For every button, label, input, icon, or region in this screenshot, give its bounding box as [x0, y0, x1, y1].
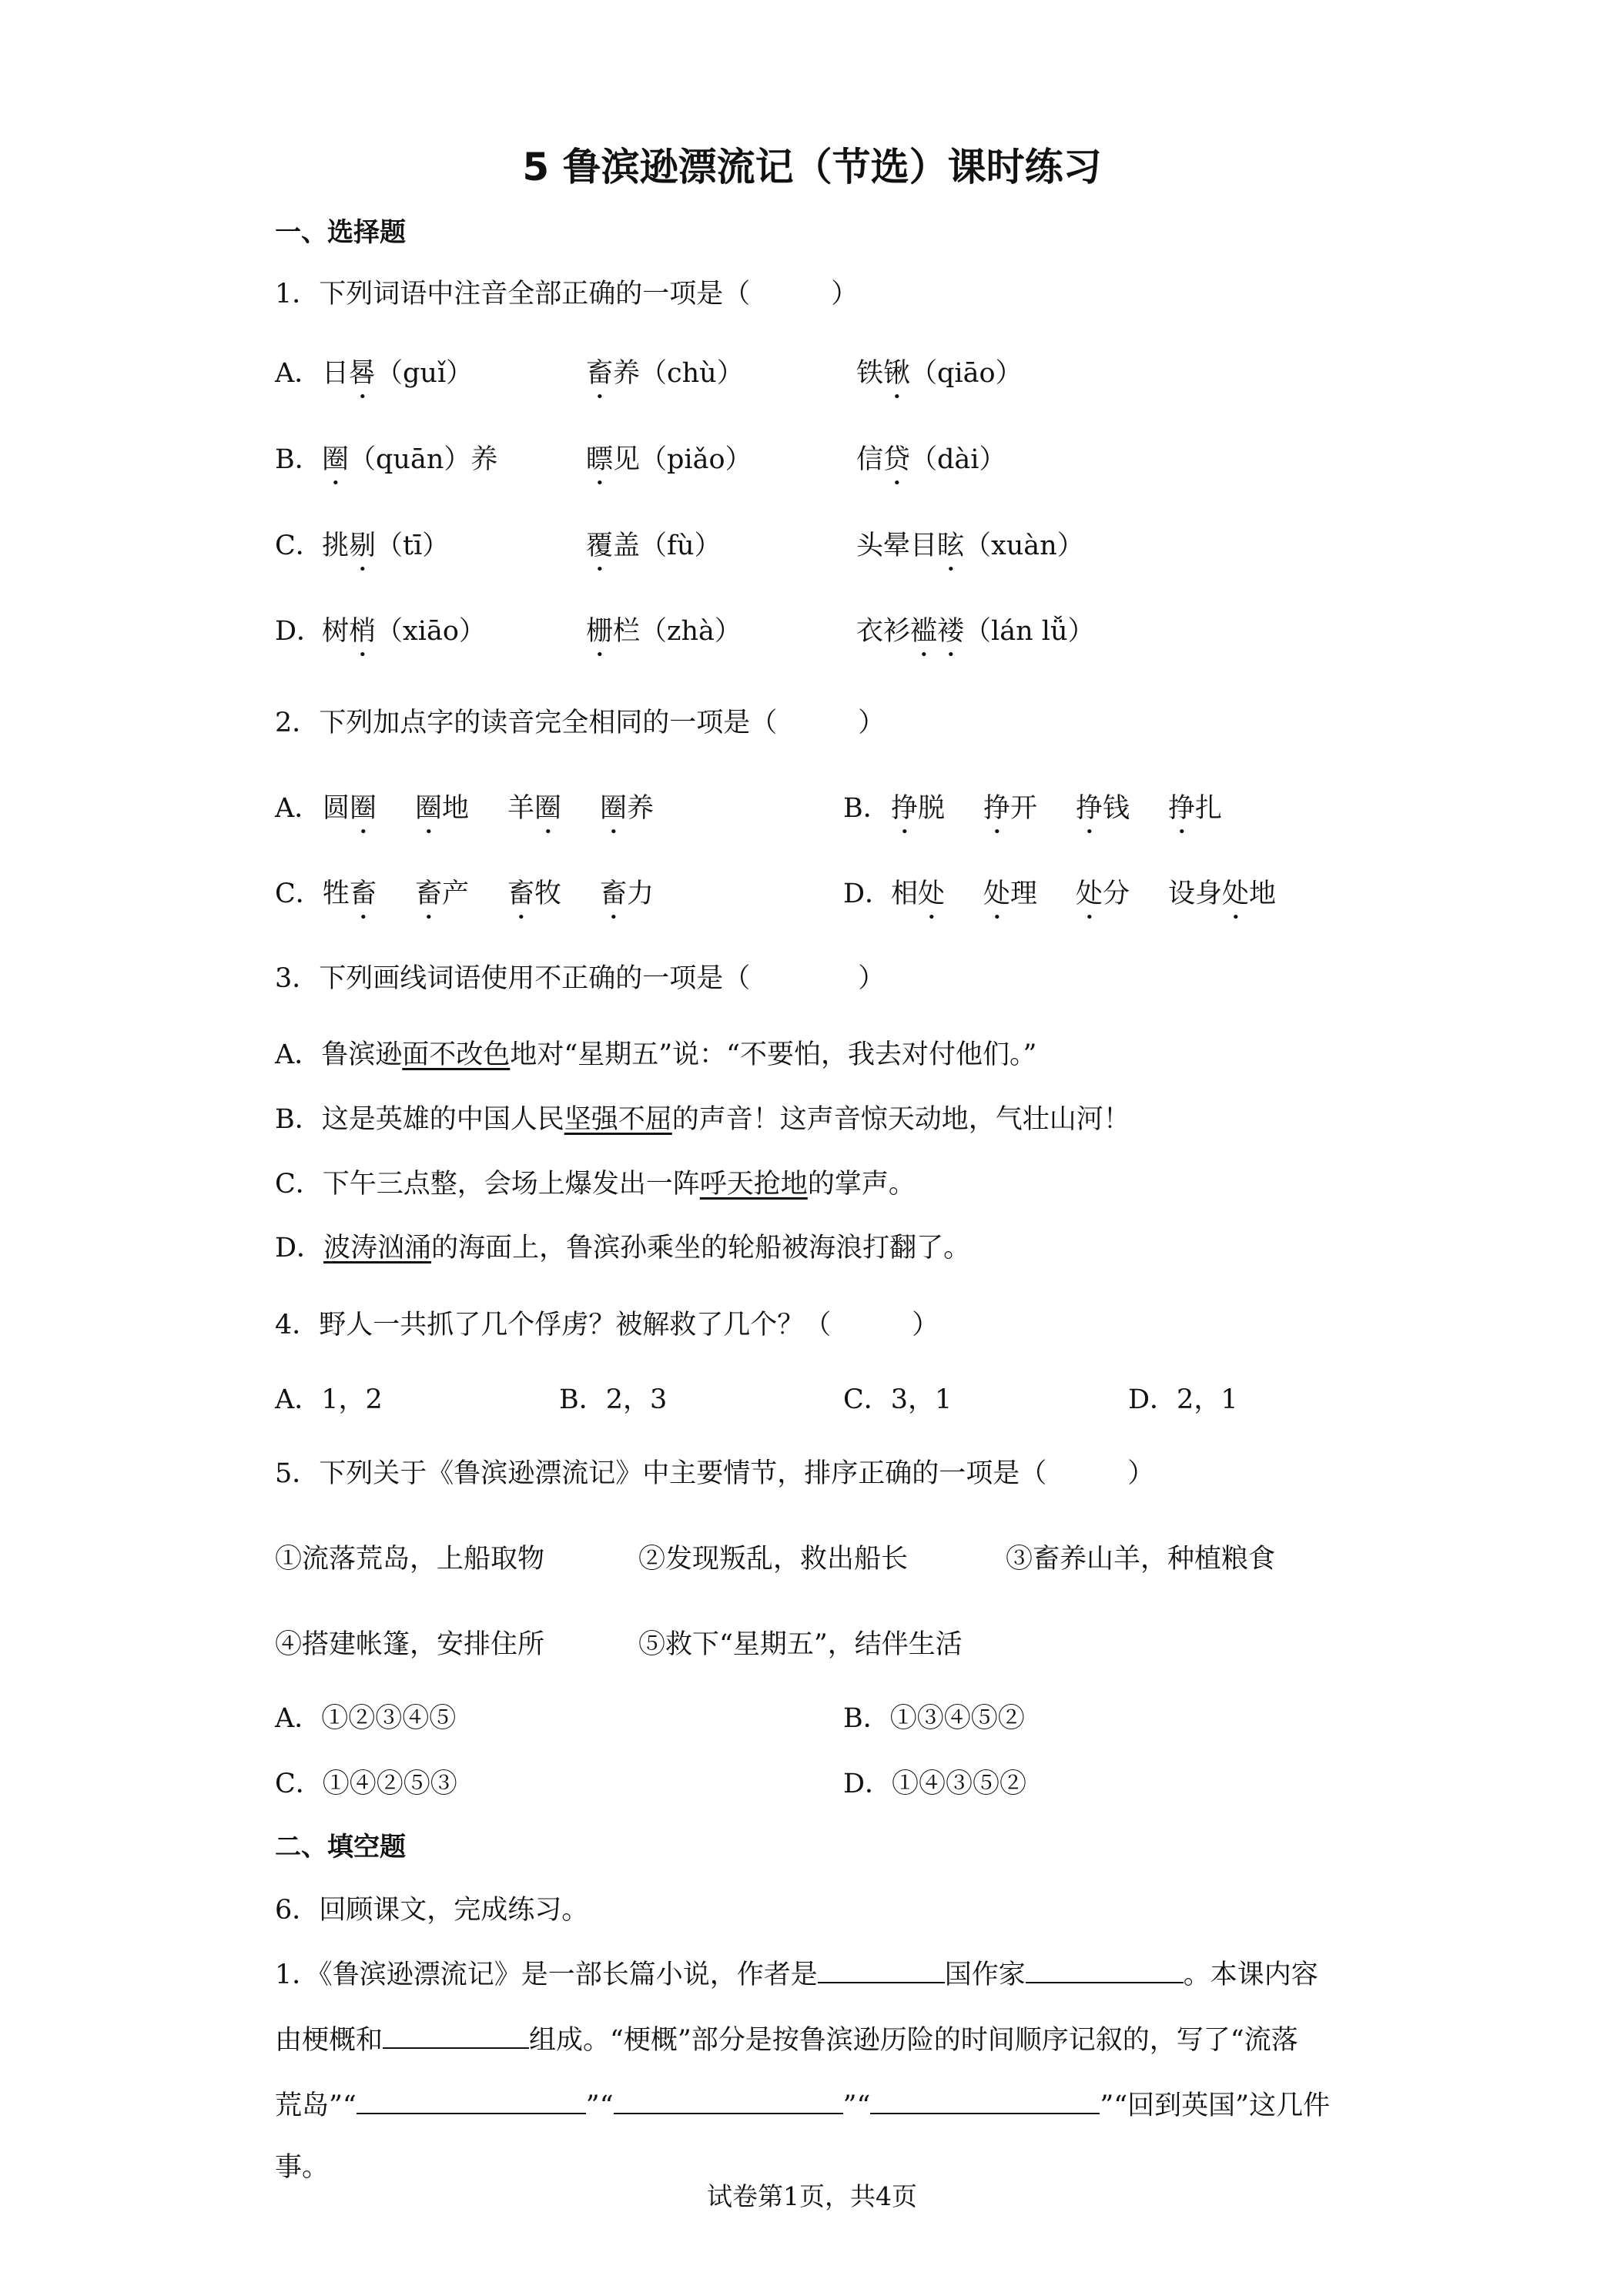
- dotted-character: 梢: [349, 616, 377, 647]
- blank-event-1[interactable]: [357, 2090, 586, 2114]
- question-4-option-d: D．2，1: [1128, 1384, 1238, 1415]
- dotted-character: 覆: [586, 530, 614, 561]
- word-text: （guǐ）: [376, 358, 474, 389]
- question-1-option-word: [586, 354, 744, 405]
- word-text: （xiāo）: [376, 616, 486, 647]
- fill-text: 由梗概和: [275, 2025, 383, 2056]
- dotted-character: 畜: [507, 879, 535, 909]
- sentence-text: 下午三点整，会场上爆发出一阵: [322, 1169, 700, 1200]
- event-4: ④搭建帐篷，安排住所: [275, 1629, 545, 1660]
- word-text: 设身: [1168, 879, 1223, 909]
- question-4-option-b: B．2，3: [559, 1384, 668, 1415]
- question-4-option-c: C．3，1: [843, 1384, 953, 1415]
- blank-event-3[interactable]: [870, 2090, 1100, 2114]
- sentence-text: 这是英雄的中国人民: [321, 1104, 564, 1135]
- question-5-option-c: C．①④②⑤③: [275, 1769, 457, 1799]
- event-3: ③畜养山羊，种植粮食: [1006, 1544, 1276, 1575]
- blank-author[interactable]: [1026, 1959, 1184, 1983]
- word-text: 扎: [1195, 793, 1223, 824]
- question-4-stem: 4．野人一共抓了几个俘虏？被解救了几个？（ ）: [275, 1310, 939, 1340]
- question-5-option-b: B．①③④⑤②: [843, 1703, 1025, 1734]
- word-text: 树: [322, 616, 350, 647]
- sentence-text: 的掌声。: [807, 1169, 916, 1200]
- question-4-option-a: A．1，2: [275, 1384, 383, 1415]
- fill-text: ”“回到英国”这几件: [1100, 2090, 1331, 2121]
- section-heading-choice: 一、选择题: [275, 217, 406, 248]
- fill-text: 荒岛”“: [275, 2090, 357, 2121]
- dotted-character: 锹: [883, 358, 911, 389]
- word-text: （qiāo）: [910, 358, 1023, 389]
- question-1-option-letter: A．: [275, 358, 322, 389]
- word-text: 力: [627, 879, 655, 909]
- question-6-stem: 6．回顾课文，完成练习。: [275, 1895, 589, 1926]
- sentence-text: 地对“星期五”说：“不要怕，我去对付他们。”: [510, 1039, 1037, 1070]
- fill-text: 1．《鲁滨逊漂流记》是一部长篇小说，作者是: [275, 1960, 818, 1990]
- question-2-option-word: [1168, 875, 1276, 925]
- question-2-option-letter: A．: [275, 793, 322, 824]
- dotted-character: 畜: [350, 879, 377, 909]
- word-text: 脱: [918, 793, 946, 824]
- question-2-option-word: [983, 875, 1037, 925]
- dotted-character: 处: [983, 879, 1011, 909]
- dotted-character: 畜: [600, 879, 628, 909]
- word-text: 产: [442, 879, 470, 909]
- option-letter: C．: [275, 1169, 323, 1200]
- question-2-option-word: [600, 789, 654, 840]
- dotted-character: 圈: [350, 793, 377, 824]
- question-1-option-letter: D．: [275, 616, 324, 647]
- question-2-option-word: [600, 875, 654, 925]
- word-text: 牧: [534, 879, 562, 909]
- event-5: ⑤救下“星期五”，结伴生活: [638, 1629, 963, 1660]
- word-text: 相: [891, 879, 919, 909]
- dotted-character: 圈: [534, 793, 562, 824]
- word-text: 信: [856, 444, 884, 475]
- question-2-option-word: [891, 875, 945, 925]
- fill-text: ”“: [585, 2090, 614, 2121]
- fill-text: ”“: [842, 2090, 871, 2121]
- sentence-text: 的声音！这声音惊天动地，气壮山河！: [671, 1104, 1130, 1135]
- word-text: 铁: [856, 358, 884, 389]
- dotted-character: 处: [1076, 879, 1103, 909]
- question-1-option-word: [856, 612, 1095, 663]
- event-2: ②发现叛乱，救出船长: [638, 1544, 909, 1575]
- question-2-option-word: [323, 875, 377, 925]
- question-3-option: [275, 1100, 1130, 1139]
- sentence-text: 的海面上，鲁滨孙乘坐的轮船被海浪打翻了。: [431, 1233, 971, 1263]
- underlined-phrase: 波涛汹涌: [323, 1233, 432, 1263]
- word-text: （dài）: [910, 444, 1006, 475]
- question-3-option: [275, 1229, 970, 1267]
- option-letter: D．: [275, 1233, 324, 1263]
- question-2-option-word: [323, 789, 377, 840]
- dotted-character: 挣: [1168, 793, 1196, 824]
- question-5-option-a: A．①②③④⑤: [275, 1703, 457, 1734]
- word-text: 挑: [322, 530, 350, 561]
- word-text: （lán lǚ）: [964, 616, 1095, 647]
- question-1-option-word: [322, 354, 473, 405]
- word-text: （quān）养: [349, 444, 498, 475]
- word-text: 牲: [323, 879, 350, 909]
- question-1-option-word: [322, 527, 449, 577]
- question-2-option-word: [415, 875, 469, 925]
- question-1-option-word: [856, 354, 1023, 405]
- word-text: 日: [322, 358, 350, 389]
- word-text: 养: [627, 793, 655, 824]
- dotted-character: 贷: [883, 444, 911, 475]
- dotted-character: 畜: [586, 358, 614, 389]
- dotted-character: 栅: [586, 616, 614, 647]
- question-1-option-word: [586, 527, 722, 577]
- option-letter: A．: [275, 1039, 322, 1070]
- dotted-character: 挣: [983, 793, 1011, 824]
- dotted-character: 瞟: [586, 444, 614, 475]
- question-1-option-word: [586, 612, 742, 663]
- dotted-character: 圈: [322, 444, 350, 475]
- word-text: 地: [1249, 879, 1277, 909]
- word-text: 理: [1010, 879, 1038, 909]
- option-letter: B．: [275, 1104, 322, 1135]
- page-title: 5 鲁滨逊漂流记（节选）课时练习: [522, 145, 1102, 189]
- blank-structure[interactable]: [383, 2024, 529, 2049]
- word-text: 栏（zhà）: [613, 616, 742, 647]
- question-3-option: [275, 1036, 1036, 1074]
- word-text: 钱: [1103, 793, 1130, 824]
- question-2-option-word: [1076, 789, 1130, 840]
- word-text: 地: [442, 793, 470, 824]
- question-2-stem: 2．下列加点字的读音完全相同的一项是（ ）: [275, 708, 886, 738]
- question-2-option-word: [1168, 789, 1222, 840]
- word-text: 分: [1103, 879, 1130, 909]
- question-3-stem: 3．下列画线词语使用不正确的一项是（ ）: [275, 963, 886, 994]
- question-2-option-letter: D．: [843, 879, 892, 909]
- question-1-option-letter: C．: [275, 530, 323, 561]
- dotted-character: 挣: [1076, 793, 1103, 824]
- question-2-option-word: [507, 875, 561, 925]
- blank-country[interactable]: [818, 1959, 945, 1983]
- question-2-option-word: [507, 789, 561, 840]
- question-1-option-letter: B．: [275, 444, 322, 475]
- word-text: 见（piǎo）: [613, 444, 752, 475]
- question-2-option-word: [983, 789, 1037, 840]
- question-1-stem: 1．下列词语中注音全部正确的一项是（ ）: [275, 279, 859, 310]
- word-text: （tī）: [376, 530, 450, 561]
- word-text: （xuàn）: [964, 530, 1084, 561]
- blank-event-2[interactable]: [614, 2090, 843, 2114]
- fill-paragraph-line-3: [275, 2087, 1330, 2125]
- word-text: 盖（fù）: [613, 530, 722, 561]
- word-text: 圆: [323, 793, 350, 824]
- dotted-character: 处: [1222, 879, 1250, 909]
- dotted-character: 晷: [349, 358, 377, 389]
- dotted-character: 眩: [937, 530, 965, 561]
- underlined-phrase: 呼天抢地: [699, 1169, 808, 1200]
- dotted-character: 处: [918, 879, 946, 909]
- question-2-option-word: [1076, 875, 1130, 925]
- question-2-option-word: [415, 789, 469, 840]
- word-text: 养（chù）: [613, 358, 744, 389]
- question-2-option-letter: B．: [843, 793, 890, 824]
- event-1: ①流落荒岛，上船取物: [275, 1544, 545, 1575]
- question-5-option-d: D．①④③⑤②: [843, 1769, 1027, 1799]
- word-text: 羊: [507, 793, 535, 824]
- word-text: 开: [1010, 793, 1038, 824]
- question-1-option-word: [856, 527, 1084, 577]
- question-1-option-word: [856, 440, 1006, 491]
- underlined-phrase: 坚强不屈: [564, 1104, 672, 1135]
- question-1-option-word: [322, 612, 486, 663]
- fill-paragraph-line-4: 事。: [275, 2152, 330, 2183]
- dotted-character: 褴褛: [910, 616, 965, 647]
- question-1-option-word: [322, 440, 497, 491]
- question-2-option-word: [891, 789, 945, 840]
- word-text: 头晕目: [856, 530, 938, 561]
- question-5-stem: 5．下列关于《鲁滨逊漂流记》中主要情节，排序正确的一项是（ ）: [275, 1458, 1155, 1489]
- page-footer: 试卷第1页，共4页: [707, 2181, 917, 2211]
- dotted-character: 挣: [891, 793, 919, 824]
- sentence-text: 鲁滨逊: [321, 1039, 403, 1070]
- question-2-option-letter: C．: [275, 879, 323, 909]
- fill-text: 组成。“梗概”部分是按鲁滨逊历险的时间顺序记叙的，写了“流落: [529, 2025, 1298, 2056]
- fill-text: 。本课内容: [1183, 1960, 1318, 1990]
- underlined-phrase: 面不改色: [402, 1039, 511, 1070]
- dotted-character: 剔: [349, 530, 377, 561]
- section-heading-fill: 二、填空题: [275, 1832, 406, 1863]
- dotted-character: 畜: [415, 879, 443, 909]
- fill-paragraph-line-2: [275, 2021, 1298, 2060]
- fill-paragraph-line-1: [275, 1956, 1318, 1994]
- word-text: 衣衫: [856, 616, 911, 647]
- dotted-character: 圈: [600, 793, 628, 824]
- fill-text: 国作家: [944, 1960, 1026, 1990]
- question-3-option: [275, 1165, 916, 1203]
- dotted-character: 圈: [415, 793, 443, 824]
- question-1-option-word: [586, 440, 752, 491]
